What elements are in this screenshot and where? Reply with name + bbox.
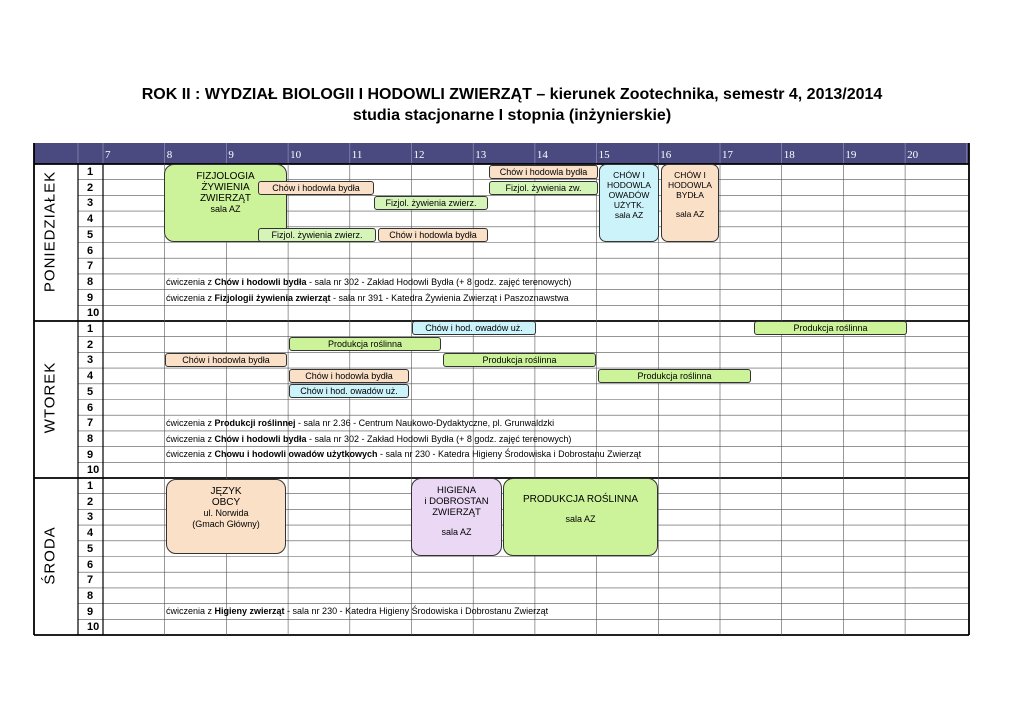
- class-line: ZWIERZĄT: [199, 193, 252, 204]
- class-produkcja-roslinna[interactable]: Produkcja roślinna: [443, 353, 596, 367]
- page-title: ROK II : WYDZIAŁ BIOLOGII I HODOWLI ZWIERZĄT – kierunek Zootechnika, semestr 4, 2013/2014: [141, 86, 883, 103]
- page-subtitle: studia stacjonarne I stopnia (inżynierskie): [352, 107, 672, 124]
- hour-label: 13: [475, 149, 487, 161]
- note-mon-9: [166, 293, 569, 303]
- row-number: 7: [87, 417, 94, 430]
- note-subject: Chowu i hodowli owadów użytkowych: [214, 449, 378, 459]
- row-number: 10: [87, 464, 100, 477]
- row-number: 10: [87, 621, 100, 634]
- class-chow-hodowla-bydla[interactable]: Chów i hodowla bydła: [289, 369, 409, 383]
- note-text: ćwiczenia z: [166, 277, 215, 287]
- row-number: 6: [87, 401, 94, 414]
- note-text: ćwiczenia z: [166, 418, 215, 428]
- row-number: 9: [87, 291, 94, 304]
- row-number: 4: [87, 370, 94, 383]
- note-text: - sala nr 230 - Katedra Higieny Środowiska i Dobrostanu Zwierząt: [284, 606, 549, 616]
- row-number: 1: [87, 166, 94, 178]
- class-chow-hodowla-bydla[interactable]: Chów i hodowla bydła: [489, 165, 598, 179]
- note-subject: Fizjologii żywienia zwierząt: [214, 293, 331, 303]
- class-room: sala AZ: [614, 210, 644, 220]
- hour-label: 8: [166, 149, 173, 161]
- note-text: - sala nr 302 - Zakład Hodowli Bydła (+ 8 godz. zajęć terenowych): [306, 277, 572, 287]
- class-chow-owadow[interactable]: [599, 164, 659, 242]
- note-text: - sala nr 302 - Zakład Hodowli Bydła (+ 8 godz. zajęć terenowych): [306, 434, 572, 444]
- class-line: HIGIENA: [436, 485, 477, 496]
- day-label-wednesday: ŚRODA: [41, 526, 59, 585]
- class-chow-owadow[interactable]: Chów i hod. owadów uż.: [289, 384, 409, 398]
- note-subject: Chów i hodowli bydła: [214, 434, 307, 444]
- note-subject: Produkcji roślinnej: [214, 418, 296, 428]
- note-wed-9: [166, 606, 548, 616]
- note-text: - sala nr 230 - Katedra Higieny Środowiska i Dobrostanu Zwierząt: [377, 449, 642, 459]
- day-label-monday: PONIEDZIAŁEK: [41, 170, 59, 293]
- row-number: 5: [87, 385, 94, 398]
- class-jezyk-obcy[interactable]: [166, 479, 286, 554]
- row-number: 8: [87, 275, 94, 288]
- class-line: HODOWLA: [607, 180, 651, 190]
- row-number: 4: [87, 213, 94, 226]
- note-subject: Chów i hodowli bydła: [214, 277, 307, 287]
- day-label-tuesday: WTOREK: [41, 361, 59, 434]
- note-tue-8: [166, 434, 571, 444]
- row-number: 3: [87, 354, 94, 367]
- class-fizjol-zywienia[interactable]: Fizjol. żywienia zwierz.: [374, 196, 488, 210]
- note-subject: Higieny zwierząt: [214, 606, 285, 616]
- note-mon-8: [166, 277, 571, 287]
- hour-label: 17: [722, 149, 733, 161]
- class-line: PRODUKCJA ROŚLINNA: [522, 494, 639, 505]
- class-produkcja-roslinna[interactable]: Produkcja roślinna: [289, 337, 441, 351]
- class-room: sala AZ: [565, 514, 596, 524]
- class-chow-hodowla-bydla[interactable]: Chów i hodowla bydła: [258, 181, 374, 195]
- class-line: OBCY: [211, 497, 241, 508]
- note-text: - sala nr 391 - Katedra Żywienia Zwierząt i Paszoznawstwa: [330, 293, 569, 303]
- row-number: 6: [87, 244, 94, 257]
- class-line: FIZJOLOGIA: [196, 171, 255, 182]
- class-higiena-dobrostan[interactable]: [411, 478, 502, 556]
- note-text: ćwiczenia z: [166, 449, 215, 459]
- hour-label: 12: [413, 149, 425, 161]
- class-line: UŻYTK.: [613, 200, 645, 210]
- row-number: 1: [87, 480, 94, 492]
- class-produkcja-roslinna[interactable]: Produkcja roślinna: [598, 369, 751, 383]
- row-number: 8: [87, 589, 94, 602]
- class-line: ul. Norwida: [203, 508, 249, 518]
- note-text: ćwiczenia z: [166, 434, 215, 444]
- class-fizjol-zywienia[interactable]: Fizjol. żywienia zw.: [489, 181, 598, 195]
- class-chow-hodowla-bydla[interactable]: Chów i hodowla bydła: [378, 228, 488, 242]
- row-number: 7: [87, 574, 94, 587]
- hour-label: 7: [105, 149, 111, 161]
- class-line: i DOBROSTAN: [424, 496, 489, 507]
- class-line: OWADÓW: [608, 190, 650, 200]
- row-number: 3: [87, 197, 94, 210]
- hour-label: 11: [351, 149, 363, 161]
- class-produkcja-roslinna[interactable]: Produkcja roślinna: [754, 321, 907, 335]
- class-room: sala AZ: [675, 209, 705, 219]
- row-number: 5: [87, 542, 94, 555]
- class-line: ZWIERZĄT: [432, 507, 481, 518]
- hour-label: 20: [907, 149, 919, 161]
- class-line: HODOWLA: [668, 180, 712, 190]
- hour-label: 10: [290, 149, 302, 161]
- class-chow-hodowla-bydla[interactable]: Chów i hodowla bydła: [165, 353, 287, 367]
- class-line: BYDŁA: [676, 190, 704, 200]
- hour-label: 19: [845, 149, 857, 161]
- class-chow-bydla[interactable]: [661, 164, 719, 242]
- class-room: sala AZ: [210, 204, 241, 214]
- row-number: 10: [87, 307, 100, 320]
- note-tue-7: [166, 418, 554, 428]
- row-number: 9: [87, 605, 94, 618]
- class-line: (Gmach Główny): [192, 519, 260, 529]
- class-line: ŻYWIENIA: [201, 182, 250, 193]
- row-number: 2: [87, 495, 94, 508]
- hour-label: 18: [783, 149, 795, 161]
- row-number: 4: [87, 527, 94, 540]
- row-number: 3: [87, 511, 94, 524]
- class-room: sala AZ: [441, 527, 472, 537]
- class-produkcja-roslinna-block[interactable]: [503, 478, 658, 556]
- row-number: 2: [87, 181, 94, 194]
- row-number: 7: [87, 260, 94, 273]
- class-line: CHÓW I: [613, 170, 645, 180]
- hour-header-bar: [34, 143, 969, 164]
- row-number: 2: [87, 338, 94, 351]
- row-number: 1: [87, 323, 94, 335]
- class-line: JĘZYK: [210, 486, 242, 497]
- hour-label: 16: [660, 149, 672, 161]
- note-tue-9: [166, 449, 641, 459]
- row-number: 9: [87, 448, 94, 461]
- row-number: 8: [87, 432, 94, 445]
- class-chow-owadow[interactable]: Chów i hod. owadów uż.: [412, 321, 536, 335]
- row-number: 6: [87, 558, 94, 571]
- hour-label: 9: [228, 149, 234, 161]
- note-text: ćwiczenia z: [166, 606, 215, 616]
- hour-label: 14: [536, 149, 548, 161]
- note-text: ćwiczenia z: [166, 293, 215, 303]
- hour-label: 15: [598, 149, 610, 161]
- row-number: 5: [87, 228, 94, 241]
- class-fizjol-zywienia[interactable]: Fizjol. żywienia zwierz.: [258, 228, 376, 242]
- note-text: - sala nr 2.36 - Centrum Naukowo-Dydaktyczne, pl. Grunwaldzki: [295, 418, 555, 428]
- class-line: CHÓW I: [674, 170, 706, 180]
